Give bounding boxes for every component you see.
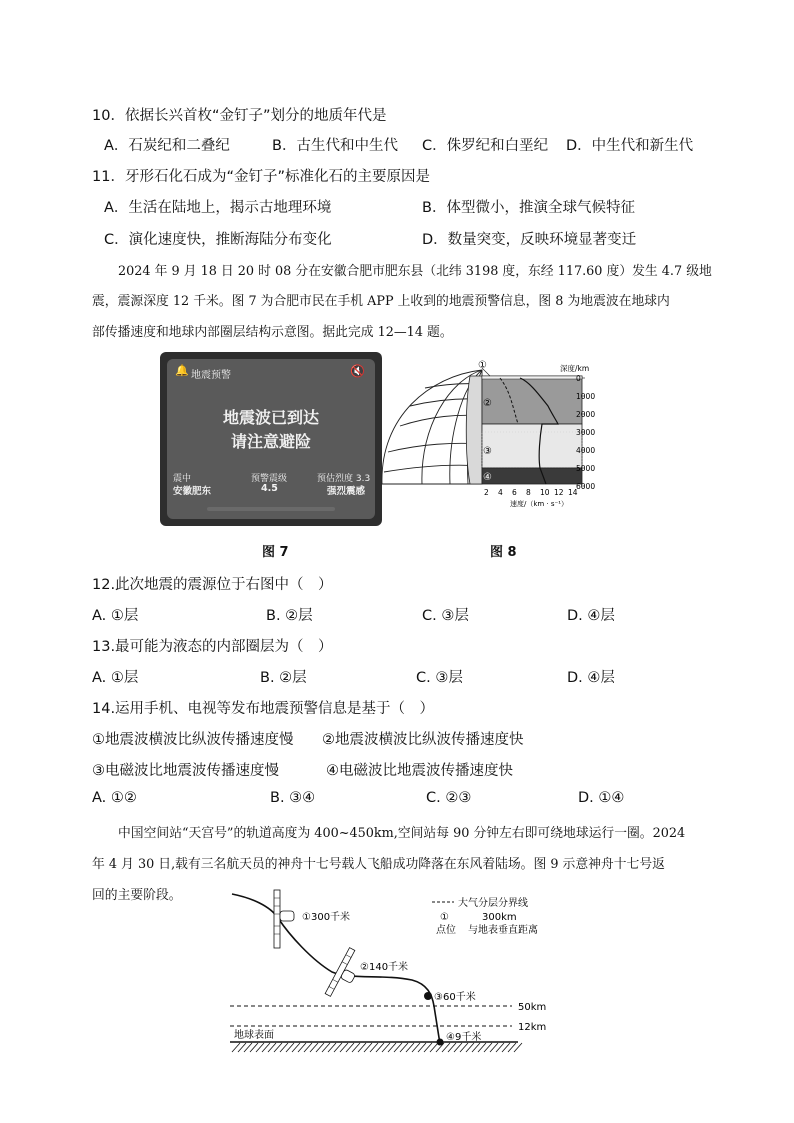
q13-stem: 13.最可能为液态的内部圈层为（ ） <box>92 639 333 655</box>
speed-tick-label: 10 <box>540 488 550 497</box>
layer-label-3: ③ <box>483 446 492 457</box>
layer-label-1: ① <box>478 360 487 371</box>
q14-statement-4: ④电磁波比地震波传播速度快 <box>326 763 513 779</box>
boundary-12km-label: 12km <box>518 1022 547 1033</box>
depth-tick-label: 0 <box>576 374 581 383</box>
q14-statement-3: ③电磁波比地震波传播速度慢 <box>92 763 279 779</box>
magnitude-label: 预警震级 <box>251 474 288 484</box>
q12-option-a: A. ①层 <box>92 608 139 624</box>
return-trajectory-diagram <box>222 884 562 1056</box>
earthquake-warning-screenshot <box>160 352 382 526</box>
para1-line1: 2024 年 9 月 18 日 20 时 08 分在安徽合肥市肥东县（北纬 3198 度，东经 117.60 度）发生 4.7 级地 <box>118 264 712 279</box>
fig7-caption: 图 7 <box>262 545 289 560</box>
speed-tick-label: 14 <box>568 488 578 497</box>
speed-tick-label: 6 <box>512 488 517 497</box>
spacecraft-2-icon <box>325 948 365 1002</box>
q14-option-d: D. ①④ <box>578 790 625 806</box>
q10-option-a: A．石炭纪和二叠纪 <box>104 138 230 154</box>
mantle-cutaway <box>466 376 482 484</box>
q14-option-c: C. ②③ <box>426 790 472 806</box>
layer-1-crust <box>482 376 582 379</box>
para1-line3: 部传播速度和地球内部圈层结构示意图。据此完成 12—14 题。 <box>92 325 453 340</box>
legend-marker: ① <box>440 912 449 923</box>
q11-option-a: A．生活在陆地上，揭示古地理环境 <box>104 200 332 216</box>
warning-main-line1: 地震波已到达 <box>222 408 319 427</box>
q10-option-c: C．侏罗纪和白垩纪 <box>422 138 549 154</box>
layer-4-inner-core <box>482 468 582 484</box>
q13-option-d: D. ④层 <box>567 670 615 686</box>
q12-stem: 12.此次地震的震源位于右图中（ ） <box>92 577 333 593</box>
speed-tick-label: 4 <box>498 488 503 497</box>
q11-stem: 11．牙形石化石成为“金钉子”标准化石的主要原因是 <box>92 169 430 185</box>
legend-boundary-label: 大气分层分界线 <box>458 898 528 909</box>
intensity-label: 预估烈度 3.3 <box>317 474 371 484</box>
depth-tick-label: 1000 <box>576 392 596 401</box>
speed-tick-label: 8 <box>526 488 531 497</box>
depth-tick-label: 2000 <box>576 410 596 419</box>
point-4-label: ④9千米 <box>446 1032 482 1043</box>
q10-option-b: B．古生代和中生代 <box>272 138 398 154</box>
earth-interior-diagram <box>370 356 602 512</box>
point-3-label: ③60千米 <box>434 992 476 1003</box>
spacecraft-1-icon <box>274 890 294 948</box>
depth-tick-label: 4000 <box>576 446 596 455</box>
q12-option-c: C. ③层 <box>422 608 469 624</box>
layer-label-4: ④ <box>483 472 492 483</box>
q11-option-d: D．数量突变，反映环境显著变迁 <box>422 232 637 248</box>
q13-option-b: B. ②层 <box>260 670 307 686</box>
bell-icon: 🔔 <box>175 364 189 377</box>
legend-value: 300km <box>482 912 517 923</box>
legend-point-label: 点位 <box>436 925 456 936</box>
legend-distance-label: 与地表垂直距离 <box>468 925 538 936</box>
para1-line2: 震，震源深度 12 千米。图 7 为合肥市民在手机 APP 上收到的地震预警信息，图 8 为地震波在地球内 <box>92 294 670 309</box>
q14-option-a: A. ①② <box>92 790 137 806</box>
speed-axis-label: 速度/（km · s⁻¹） <box>510 500 569 508</box>
q11-option-c: C．演化速度快，推断海陆分布变化 <box>104 232 332 248</box>
q13-option-c: C. ③层 <box>416 670 463 686</box>
warning-main-line2: 请注意避险 <box>230 432 311 451</box>
q10-stem: 10．依据长兴首枚“金钉子”划分的地质年代是 <box>92 108 387 124</box>
q11-option-b: B．体型微小，推演全球气候特征 <box>422 200 635 216</box>
magnitude-value: 4.5 <box>261 483 278 494</box>
ground-label: 地球表面 <box>234 1030 274 1041</box>
q14-statement-1: ①地震波横波比纵波传播速度慢 <box>92 732 294 748</box>
point-3-marker <box>424 992 432 1000</box>
warning-header: 地震预警 <box>191 370 231 381</box>
layer-3-outer-core <box>482 424 582 468</box>
intensity-value: 强烈震感 <box>327 486 366 497</box>
q13-option-a: A. ①层 <box>92 670 139 686</box>
point-1-label: ①300千米 <box>302 912 351 923</box>
depth-axis-label: 深度/km <box>560 364 590 373</box>
q10-option-d: D．中生代和新生代 <box>566 138 694 154</box>
layer-label-2: ② <box>483 398 492 409</box>
blurred-footer <box>207 507 335 511</box>
depth-tick-label: 5000 <box>576 464 596 473</box>
para2-line3: 回的主要阶段。 <box>92 888 182 903</box>
point-2-label: ②140千米 <box>360 962 409 973</box>
q14-option-b: B. ③④ <box>270 790 316 806</box>
epicenter-label: 震中 <box>173 474 192 484</box>
q12-option-b: B. ②层 <box>266 608 313 624</box>
epicenter-value: 安徽肥东 <box>173 486 212 497</box>
para2-line1: 中国空间站“天宫号”的轨道高度为 400~450km,空间站每 90 分钟左右即可绕地球运行一圈。2024 <box>118 826 686 841</box>
boundary-50km-label: 50km <box>518 1002 547 1013</box>
q14-stem: 14.运用手机、电视等发布地震预警信息是基于（ ） <box>92 701 435 717</box>
para2-line2: 年 4 月 30 日,载有三名航天员的神舟十七号载人飞船成功降落在东风着陆场。图 9 示意神舟十七号返 <box>92 857 665 872</box>
fig8-caption: 图 8 <box>490 545 517 560</box>
q12-option-d: D. ④层 <box>567 608 615 624</box>
layer-2-mantle <box>482 376 582 424</box>
speed-tick-label: 12 <box>554 488 564 497</box>
depth-tick-label: 6000 <box>576 482 596 491</box>
q14-statement-2: ②地震波横波比纵波传播速度快 <box>322 732 524 748</box>
mute-icon[interactable]: 🔇 <box>350 364 365 378</box>
speed-tick-label: 2 <box>484 488 489 497</box>
depth-tick-label: 3000 <box>576 428 596 437</box>
